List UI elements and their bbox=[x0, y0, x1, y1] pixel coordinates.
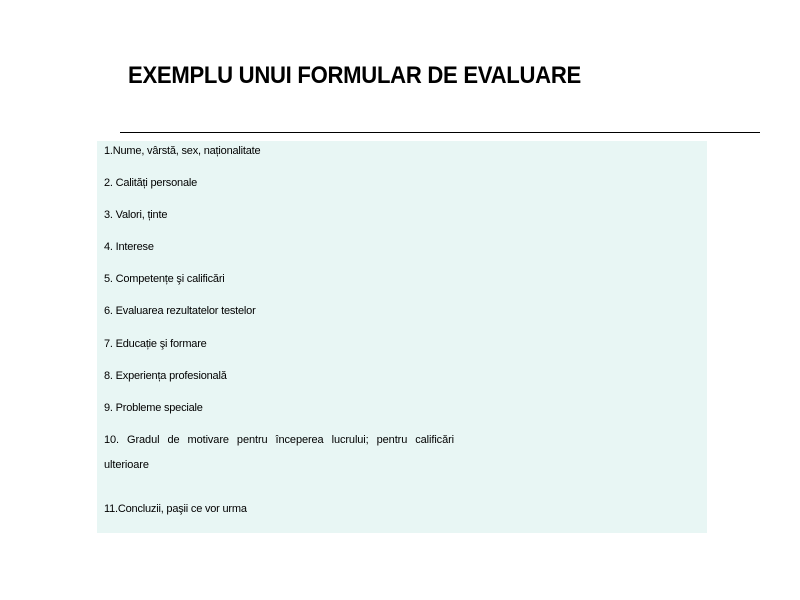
form-item-3: 3. Valori, ținte bbox=[104, 209, 168, 221]
form-item-4: 4. Interese bbox=[104, 241, 154, 253]
form-item-1: 1.Nume, vârstă, sex, naționalitate bbox=[104, 145, 261, 157]
form-item-9: 9. Probleme speciale bbox=[104, 402, 203, 414]
form-item-2: 2. Calități personale bbox=[104, 177, 198, 189]
form-item-5: 5. Competențe şi calificări bbox=[104, 273, 225, 285]
title-divider bbox=[120, 132, 760, 133]
form-item-10: 10. Gradul de motivare pentru începerea lucrului; pentru calificări ulterioare bbox=[104, 434, 454, 471]
form-item-8: 8. Experiența profesională bbox=[104, 370, 227, 382]
form-item-6: 6. Evaluarea rezultatelor testelor bbox=[104, 305, 256, 317]
page-title: EXEMPLU UNUI FORMULAR DE EVALUARE bbox=[128, 62, 581, 89]
form-item-11: 11.Concluzii, paşii ce vor urma bbox=[104, 503, 247, 515]
form-item-7: 7. Educație şi formare bbox=[104, 338, 207, 350]
evaluation-form-panel bbox=[97, 141, 707, 533]
